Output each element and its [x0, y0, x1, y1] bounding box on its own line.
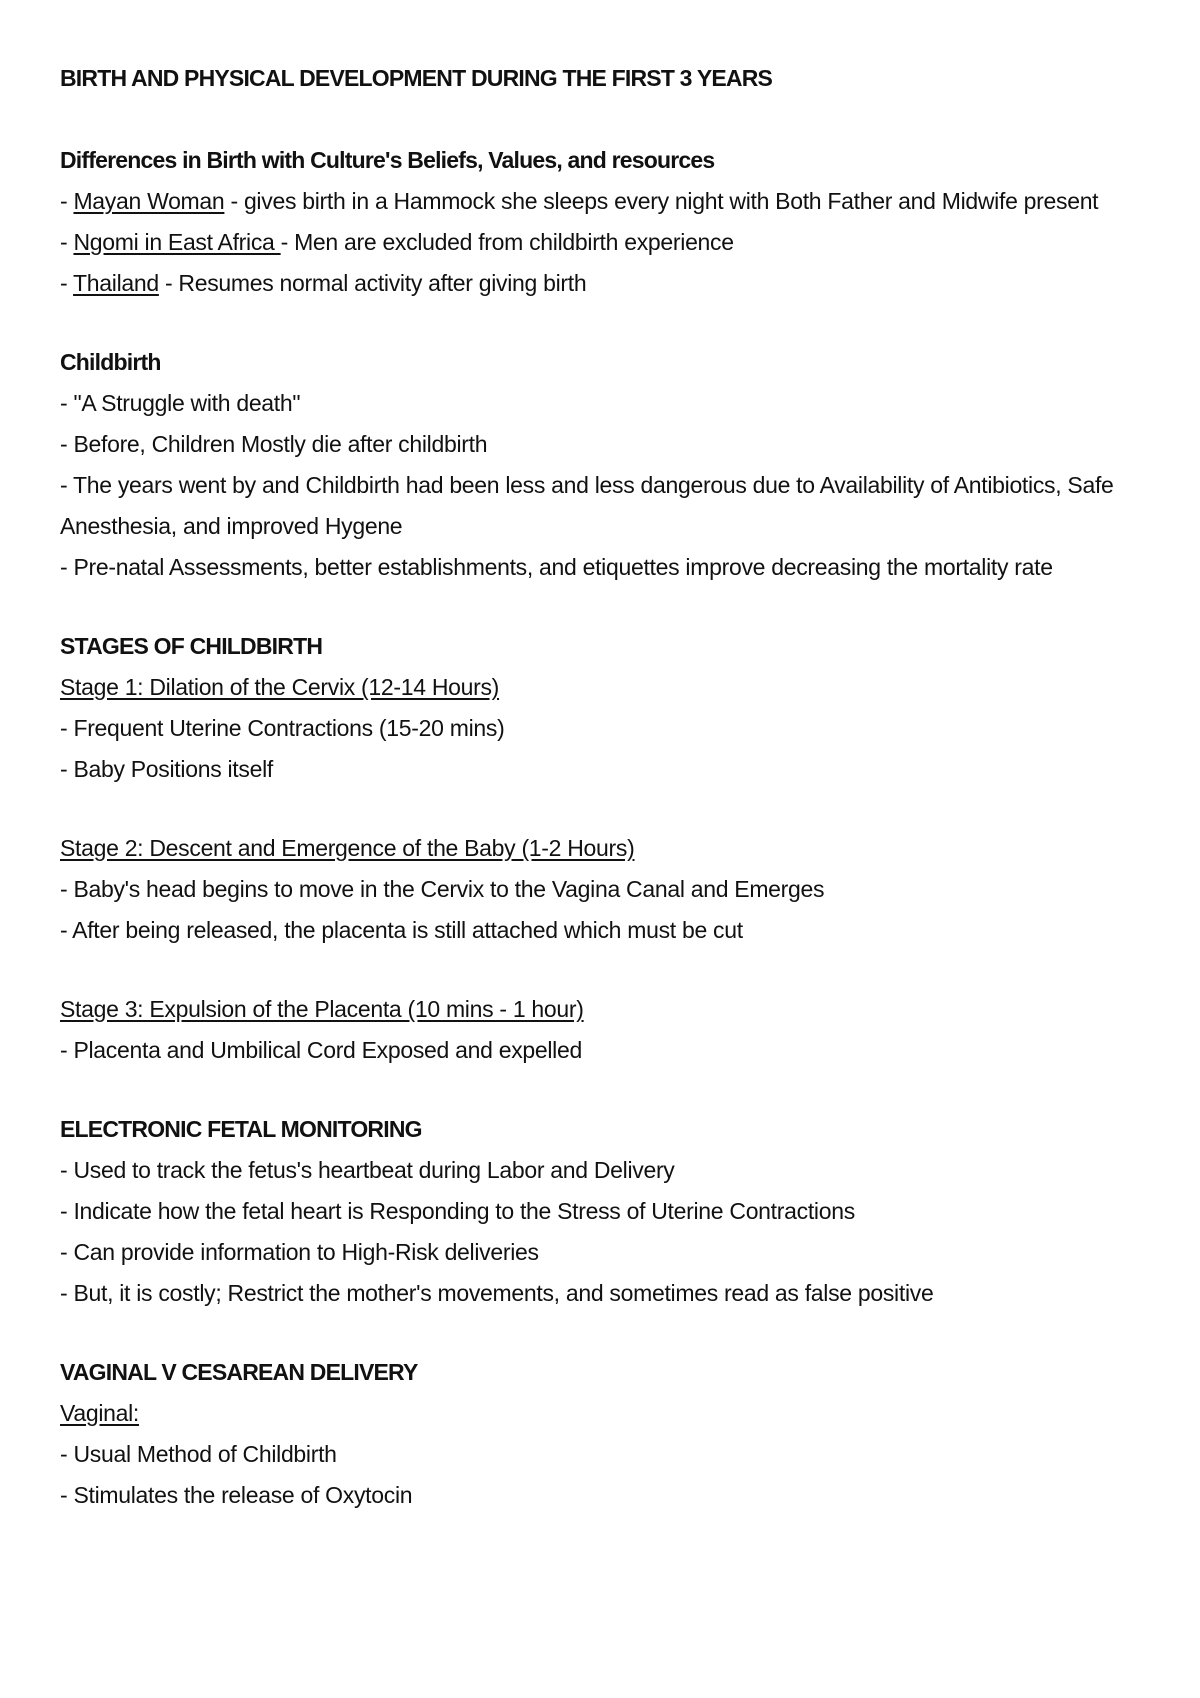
spacer	[60, 790, 1150, 828]
stage-3-item: - Placenta and Umbilical Cord Exposed and expelled	[60, 1037, 582, 1063]
culture-item: - Ngomi in East Africa - Men are excluded from childbirth experience	[60, 229, 734, 255]
section-heading-culture: Differences in Birth with Culture's Beliefs, Values, and resources	[60, 147, 715, 173]
childbirth-item: - Pre-natal Assessments, better establishments, and etiquettes improve decreasing the mortality rate	[60, 554, 1053, 580]
spacer	[60, 1314, 1150, 1352]
document-page	[60, 58, 1150, 1516]
spacer	[60, 99, 1150, 140]
spacer	[60, 588, 1150, 626]
efm-item: - Can provide information to High-Risk deliveries	[60, 1239, 539, 1265]
efm-item: - But, it is costly; Restrict the mother's movements, and sometimes read as false positive	[60, 1280, 934, 1306]
culture-text: - gives birth in a Hammock she sleeps every night with Both Father and Midwife present	[224, 188, 1099, 214]
spacer	[60, 951, 1150, 989]
culture-item: - Thailand - Resumes normal activity after giving birth	[60, 270, 587, 296]
stage-1-item: - Frequent Uterine Contractions (15-20 mins)	[60, 715, 505, 741]
culture-text: - Men are excluded from childbirth experience	[280, 229, 734, 255]
section-heading-childbirth: Childbirth	[60, 349, 161, 375]
spacer	[60, 304, 1150, 342]
stage-1-title: Stage 1: Dilation of the Cervix (12-14 Hours)	[60, 674, 500, 700]
section-heading-efm: ELECTRONIC FETAL MONITORING	[60, 1116, 422, 1142]
vaginal-item: - Usual Method of Childbirth	[60, 1441, 337, 1467]
stage-2-title: Stage 2: Descent and Emergence of the Baby (1-2 Hours)	[60, 835, 635, 861]
vaginal-item: - Stimulates the release of Oxytocin	[60, 1482, 413, 1508]
culture-term: Ngomi in East Africa	[73, 229, 281, 255]
vaginal-title: Vaginal:	[60, 1400, 140, 1426]
document-title: BIRTH AND PHYSICAL DEVELOPMENT DURING THE FIRST 3 YEARS	[60, 65, 773, 91]
culture-term: Thailand	[73, 270, 159, 296]
stage-2-item: - Baby's head begins to move in the Cervix to the Vagina Canal and Emerges	[60, 876, 825, 902]
efm-item: - Used to track the fetus's heartbeat during Labor and Delivery	[60, 1157, 675, 1183]
culture-text: - Resumes normal activity after giving birth	[158, 270, 587, 296]
stage-2-item: - After being released, the placenta is still attached which must be cut	[60, 917, 743, 943]
stage-1-item: - Baby Positions itself	[60, 756, 273, 782]
childbirth-item: - "A Struggle with death"	[60, 390, 301, 416]
spacer	[60, 1071, 1150, 1109]
childbirth-item: - The years went by and Childbirth had been less and less dangerous due to Availability of Antibiotics, Safe Anesthesia, and improved Hygene	[60, 472, 1114, 539]
stage-3-title: Stage 3: Expulsion of the Placenta (10 mins - 1 hour)	[60, 996, 584, 1022]
efm-item: - Indicate how the fetal heart is Responding to the Stress of Uterine Contractions	[60, 1198, 855, 1224]
culture-item: - Mayan Woman - gives birth in a Hammock she sleeps every night with Both Father and Midwife present	[60, 188, 1099, 214]
section-heading-delivery: VAGINAL V CESAREAN DELIVERY	[60, 1359, 418, 1385]
culture-term: Mayan Woman	[73, 188, 225, 214]
section-heading-stages: STAGES OF CHILDBIRTH	[60, 633, 323, 659]
childbirth-item: - Before, Children Mostly die after childbirth	[60, 431, 488, 457]
